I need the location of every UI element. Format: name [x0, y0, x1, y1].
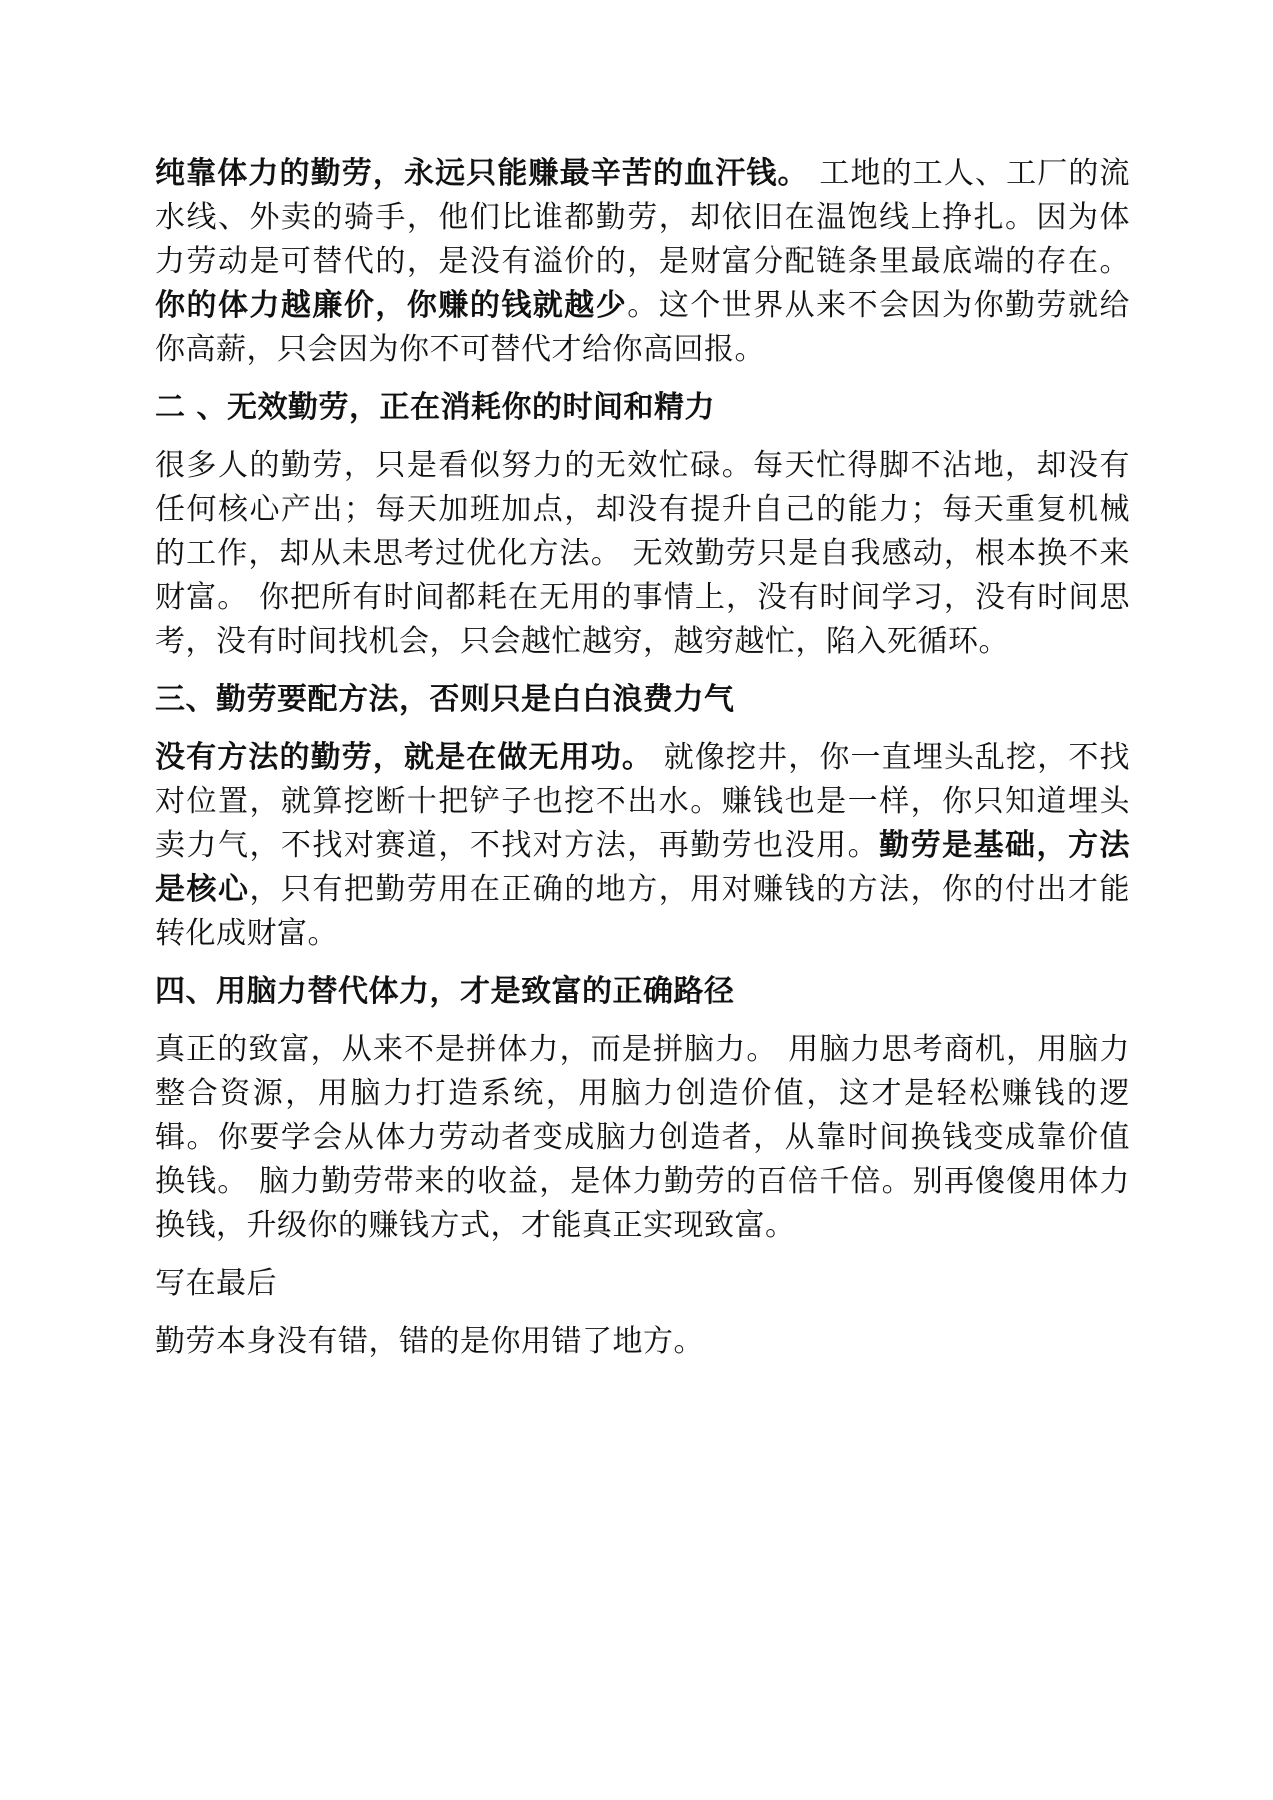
paragraph-method: [155, 736, 1130, 956]
closing-title: 写在最后: [155, 1266, 277, 1301]
paragraph-ineffective-labor: 很多人的勤劳，只是看似努力的无效忙碌。每天忙得脚不沾地，却没有任何核心产出；每天加班加点，却没有提升自己的能力；每天重复机械的工作，却从未思考过优化方法。 无效勤劳只是自我感动，根本换不来财富。 你把所有时间都耗在无用的事情上，没有时间学习，没有时间思考，没有时间找机会，只会越忙越穷，越穷越忙，陷入死循环。: [155, 448, 1130, 659]
section-heading-4: 四、用脑力替代体力，才是致富的正确路径: [155, 974, 735, 1009]
paragraph-text: 。这个世界从来不会因为你勤劳就给你高薪，只会因为你不可替代才给你高回报。: [155, 288, 1130, 367]
paragraph-text: ，只有把勤劳用在正确的地方，用对赚钱的方法，你的付出才能转化成财富。: [155, 872, 1131, 951]
bold-sentence: 没有方法的勤劳，就是在做无用功。: [155, 740, 654, 775]
bold-sentence: 纯靠体力的勤劳，永远只能赚最辛苦的血汗钱。: [155, 156, 809, 191]
paragraph-text: 就像挖井，你一直埋头乱挖，不找对位置，就算挖断十把铲子也挖不出水。赚钱也是一样，你只知道埋头卖力气，不找对赛道，不找对方法，再勤劳也没用。: [155, 740, 1130, 863]
bold-sentence: 你的体力越廉价，你赚的钱就越少: [155, 288, 628, 323]
section-heading-2: 二 、无效勤劳，正在消耗你的时间和精力: [155, 390, 715, 425]
section-heading-3: 三、勤劳要配方法，否则只是白白浪费力气: [155, 682, 735, 717]
closing-text: 勤劳本身没有错，错的是你用错了地方。: [155, 1324, 704, 1359]
bold-sentence: 勤劳是基础，方法是核心: [155, 828, 1131, 907]
paragraph-text: 工地的工人、工厂的流水线、外卖的骑手，他们比谁都勤劳，却依旧在温饱线上挣扎。因为体力劳动是可替代的，是没有溢价的，是财富分配链条里最底端的存在。: [155, 156, 1130, 279]
paragraph-physical-labor: [155, 152, 1130, 372]
article-body: [155, 152, 1130, 1364]
paragraph-brain-power: 真正的致富，从来不是拼体力，而是拼脑力。 用脑力思考商机，用脑力整合资源，用脑力打造系统，用脑力创造价值，这才是轻松赚钱的逻辑。你要学会从体力劳动者变成脑力创造者，从靠时间换钱变成靠价值换钱。 脑力勤劳带来的收益，是体力勤劳的百倍千倍。别再傻傻用体力换钱，升级你的赚钱方式，才能真正实现致富。: [155, 1032, 1130, 1243]
